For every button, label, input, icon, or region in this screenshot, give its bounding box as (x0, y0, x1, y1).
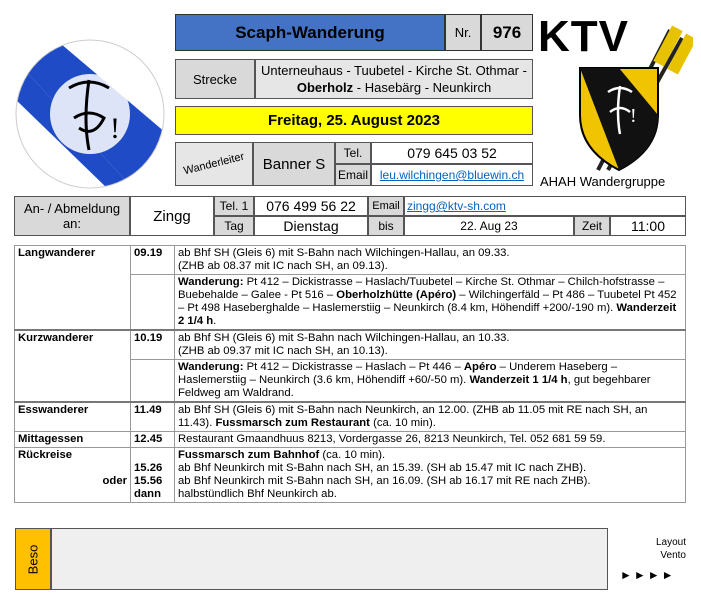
row-label: Esswanderer (15, 402, 131, 432)
hike-date: Freitag, 25. August 2023 (175, 106, 533, 135)
kurz-w-label: Wanderung: (178, 361, 244, 373)
strecke-line1: Unterneuhaus - Tuubetel - Kirche St. Othmar - (261, 63, 527, 78)
row-text (175, 275, 686, 331)
strecke-line2 (258, 79, 530, 96)
email-link[interactable]: leu.wilchingen@bluewin.ch (371, 164, 533, 186)
kurz-text1: ab Bhf SH (Gleis 6) mit S-Bahn nach Wilchingen-Hallau, an 10.33. (178, 332, 510, 344)
strecke-bold: Oberholz (296, 80, 354, 95)
lang-w-b: – Wilchingerfäld – Pt 486 – Tuubetel Pt 452 – Pt 498 Haseberghalde – Haslemerstiig – Neunkirch (8.4 km, Höhendiff +200/-190 m). (178, 289, 677, 314)
row-text (175, 448, 686, 503)
row-text (175, 330, 686, 360)
rueck-l2: ab Bhf Neunkirch mit S-Bahn nach SH, an 16.09. (SH ab 16.17 mit RE nach ZHB). (178, 475, 591, 487)
row-text (175, 402, 686, 432)
wanderleiter-label (175, 142, 253, 186)
strecke-label: Strecke (175, 59, 255, 99)
lang-text2: (ZHB ab 08.37 mit IC nach SH, an 09.13). (178, 260, 388, 272)
rueck-label: Rückreise (18, 449, 73, 461)
ess-text1: ab Bhf SH (Gleis 6) mit S-Bahn nach Neunkirch, an 12.00. (ZHB ab 11.05 mit RE nach SH, an 11.43). (178, 404, 648, 429)
row-label: Mittagessen (15, 432, 131, 448)
wanderleiter-label-text: Wanderleiter (182, 150, 246, 178)
kurz-text2: (ZHB ab 09.37 mit IC nach SH, an 10.13). (178, 345, 388, 357)
rueck-oder: oder (102, 475, 127, 487)
ess-bold: Fussmarsch zum Restaurant (215, 417, 370, 429)
kurz-w-bold: Apéro (463, 361, 497, 373)
rueck-t1: 15.26 (134, 462, 163, 474)
beso-notes-box (51, 528, 608, 590)
kurz-w-a: Pt 412 – Dickistrasse – Haslach – Pt 446 – (243, 361, 464, 373)
table-row (15, 246, 686, 275)
hike-title: Scaph-Wanderung (175, 14, 445, 51)
layout-line1: Layout (655, 537, 686, 548)
row-text (175, 360, 686, 403)
svg-text:!: ! (630, 105, 637, 127)
zeit-value: 11:00 (610, 216, 686, 236)
svg-text:!: ! (110, 112, 120, 145)
table-row (15, 432, 686, 448)
tag-label: Tag (214, 216, 254, 236)
lang-w-label: Wanderung: (178, 276, 244, 288)
layout-credit (630, 536, 686, 562)
table-row (15, 402, 686, 432)
rueck-l1: ab Bhf Neunkirch mit S-Bahn nach SH, an 15.39. (SH ab 15.47 mit IC nach ZHB). (178, 462, 587, 474)
tag-value: Dienstag (254, 216, 368, 236)
bis-value: 22. Aug 23 (404, 216, 574, 236)
rueck-bold: Fussmarsch zum Bahnhof (178, 449, 320, 461)
lang-w-zeit: Wanderzeit 2 1/4 h (178, 302, 677, 327)
anmeldung-label: An- / Abmeldung an: (14, 196, 130, 236)
club-logo (14, 38, 166, 190)
row-label (15, 448, 131, 503)
ess-text2: (ca. 10 min). (369, 417, 436, 429)
row-text (175, 246, 686, 275)
strecke-text (255, 59, 533, 99)
ktv-logo-text: KTV (538, 12, 629, 61)
row-label: Langwanderer (15, 246, 131, 331)
tel1-label: Tel. 1 (214, 196, 254, 216)
lang-w-bold: Oberholzhütte (Apéro) (336, 289, 457, 301)
email-label: Email (335, 164, 371, 186)
strecke-rest: - Hasebärg - Neunkirch (353, 80, 492, 95)
rueck-bold-rest: (ca. 10 min). (319, 449, 386, 461)
beso-label (15, 528, 51, 590)
row-time: 11.49 (131, 402, 175, 432)
row-time-empty (131, 275, 175, 331)
row-time: 10.19 (131, 330, 175, 360)
tel-value: 079 645 03 52 (371, 142, 533, 164)
arrows-icon: ►►►► (620, 568, 676, 582)
wanderleiter-name: Banner S (253, 142, 335, 186)
tel1-value: 076 499 56 22 (254, 196, 368, 216)
schedule-table (14, 245, 686, 503)
table-row (15, 448, 686, 503)
anmeldung-name: Zingg (130, 196, 214, 236)
kurz-w-end: , gut begehbarer Feldweg am Waldrand. (178, 374, 651, 399)
lang-w-end: . (213, 315, 217, 327)
ktv-shield-logo (558, 20, 693, 175)
rueck-l3: halbstündlich Bhf Neunkirch ab. (178, 488, 337, 500)
row-time: 09.19 (131, 246, 175, 275)
rueck-bold-line (178, 449, 682, 462)
ahah-label: AHAH Wandergruppe (540, 174, 666, 189)
nr-value: 976 (481, 14, 533, 51)
rueck-t3: dann (134, 488, 161, 500)
row-time: 12.45 (131, 432, 175, 448)
table-row (15, 330, 686, 360)
row-time-empty (131, 360, 175, 403)
row-text: Restaurant Gmaandhuus 8213, Vordergasse 26, 8213 Neunkirch, Tel. 052 681 59 59. (175, 432, 686, 448)
bis-label: bis (368, 216, 404, 236)
tel-label: Tel. (335, 142, 371, 164)
anmeldung-email-link[interactable]: zingg@ktv-sh.com (404, 196, 686, 216)
layout-line2: Vento (660, 550, 686, 561)
lang-text1: ab Bhf SH (Gleis 6) mit S-Bahn nach Wilchingen-Hallau, an 09.33. (178, 247, 510, 259)
rueck-t2: 15.56 (134, 475, 163, 487)
lang-w-a: Pt 412 – Dickistrasse – Haslach/Tuubetel – Kirche St. Othmar – Chilch-hofstrasse – Buebehalde – Galee - Pt 516 – (178, 276, 665, 301)
anmeldung-email-label: Email (368, 196, 404, 216)
row-time (131, 448, 175, 503)
row-label: Kurzwanderer (15, 330, 131, 402)
beso-label-text: Beso (25, 544, 41, 574)
zeit-label: Zeit (574, 216, 610, 236)
nr-label: Nr. (445, 14, 481, 51)
kurz-w-b: – Underem Haseberg – Haslemerstiig – Neunkirch (3.6 km, Höhendiff +60/-50 m). (178, 361, 618, 386)
kurz-w-zeit: Wanderzeit 1 1/4 h (469, 374, 568, 386)
